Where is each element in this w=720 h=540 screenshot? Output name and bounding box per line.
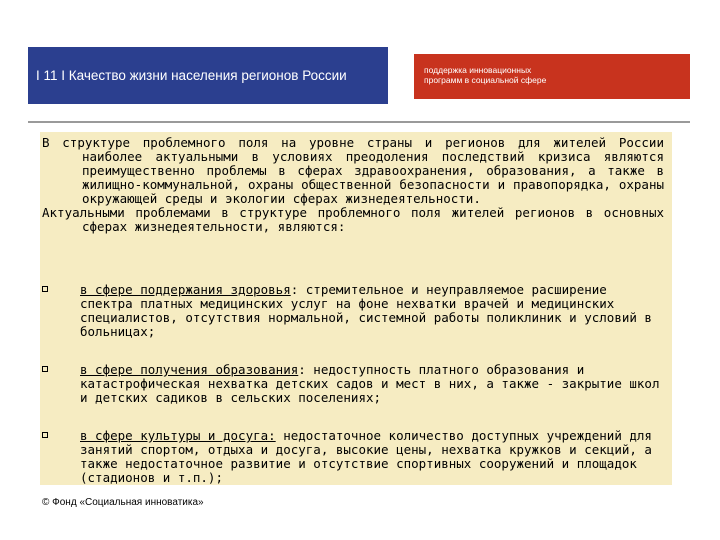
- header-title-block: [28, 47, 388, 104]
- header-subtitle-line-2: программ в социальной сфере: [424, 75, 547, 85]
- list-item-text: [80, 429, 664, 485]
- square-bullet-icon: [42, 432, 48, 438]
- header-subtitle-line-1: поддержка инновационных: [424, 65, 532, 75]
- problems-paragraph: Актуальными проблемами в структуре проблемного поля жителей регионов в основных сферах жизнедеятельности, являются:: [42, 205, 664, 234]
- list-item: [42, 429, 664, 485]
- list-item-body: : стремительное и неуправляемое расширение спектра платных медицинских услуг на фоне нехватки врачей и медицинских специалистов, отсутствия нормальной, системной работы поликлиник и условий в больницах;: [80, 282, 652, 339]
- list-item: [42, 363, 664, 405]
- list-item-text: [80, 363, 664, 405]
- list-item-body: : недоступность платного образования и катастрофическая нехватка детских садов и мест в них, а также - закрытие школ и детских садиков в сельских поселениях;: [80, 362, 660, 405]
- list-item: [42, 283, 664, 339]
- list-item-lead: в сфере получения образования: [80, 362, 299, 377]
- intro-paragraph: В структуре проблемного поля на уровне страны и регионов для жителей России наиболее актуальными в условиях преодоления последствий кризиса являются преимущественно проблемы в сферах здравоохранения, образования, а также в жилищно-коммунальной, охраны общественной безопасности и правопорядка, охраны окружающей среды и экологии сферах жизнедеятельности.: [42, 135, 664, 206]
- header-subtitle: [424, 65, 546, 85]
- list-item-text: [80, 283, 664, 339]
- copyright-footer: © Фонд «Социальная инноватика»: [42, 497, 204, 508]
- square-bullet-icon: [42, 286, 48, 292]
- header-subtitle-block: [414, 54, 690, 99]
- list-item-lead: в сфере культуры и досуга:: [80, 428, 276, 443]
- header-divider: [28, 121, 690, 123]
- list-item-body: недостаточное количество доступных учреждений для занятий спортом, отдыха и досуга, высокие цены, нехватка кружков и секций, а также недостаточное развитие и отсутствие спортивных сооружений и площадок (стадионов и т.п.);: [80, 428, 652, 485]
- content-text: [42, 135, 664, 485]
- list-item-lead: в сфере поддержания здоровья: [80, 282, 291, 297]
- square-bullet-icon: [42, 366, 48, 372]
- page-title: I 11 I Качество жизни населения регионов России: [36, 68, 347, 83]
